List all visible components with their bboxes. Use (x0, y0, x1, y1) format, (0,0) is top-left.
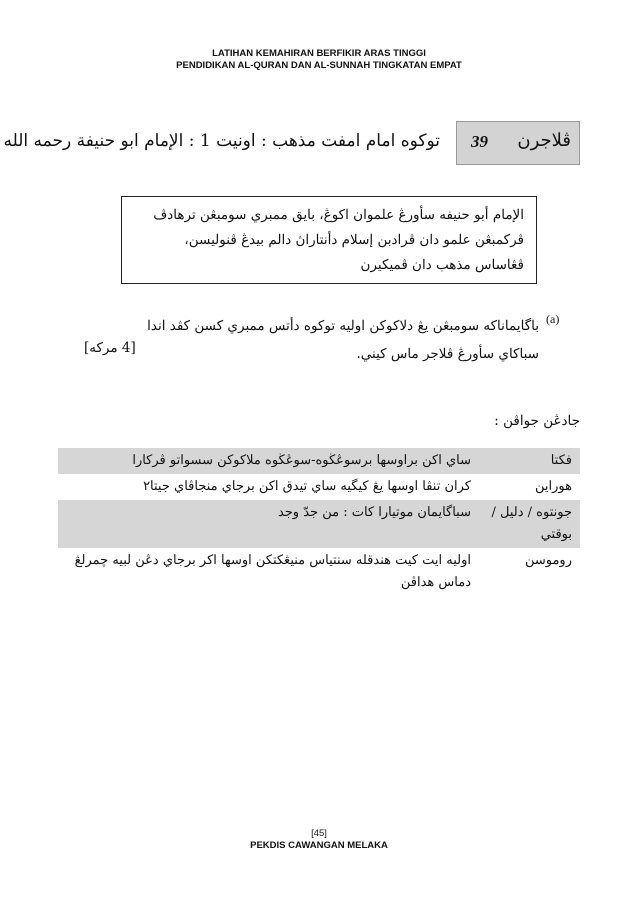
table-row (58, 448, 580, 474)
footer-org: PEKDIS CAWANGAN MELAKA (250, 840, 388, 851)
row-key: روموسن (524, 553, 572, 568)
intro-box: الإمام أبو حنيفه سأورڠ علموان اکوڠ، بايق ممبري سومبڠن ترهادڤ ڤرکمبڠن علمو دان ڤرادبن إسلام دأنتاراڽ دالم بيدڠ ڤنوليسن، ڤڠاساس مذهب دان ڤميکيرن (121, 196, 537, 284)
table-row (58, 474, 580, 500)
table-row (58, 548, 580, 596)
page-footer (0, 828, 638, 852)
answer-table (58, 448, 580, 596)
title-row (3, 121, 580, 165)
header-line-1: LATIHAN KEMAHIRAN BERFIKIR ARAS TINGGI (212, 48, 426, 59)
lesson-badge (456, 121, 580, 165)
row-value: سباگايمان موتيارا کات : من جدّ وجد (58, 500, 479, 548)
question-label: (a) (546, 312, 560, 326)
question (84, 312, 584, 372)
row-value: کران تنڤا اوسها يڠ کيگيه ساي تيدق اکن برجاي منجاڤاي جيتا٢ (143, 479, 471, 494)
row-value: ساي اکن براوسها برسوڠڬوه-سوڠڬوه ملاکوکن سسواتو ڤرکارا (58, 448, 479, 474)
row-key: هوراين (535, 479, 572, 494)
answer-label: جادڠن جواڤن : (494, 413, 580, 429)
row-key: جونتوه / دليل / بوقتي (479, 500, 580, 548)
table-row (58, 500, 580, 548)
page-header (0, 48, 638, 72)
question-marks: [4 مرکه] (84, 340, 136, 356)
page-number: [45] (311, 828, 327, 839)
row-key: فکتا (479, 448, 580, 474)
badge-word: ڤلاجرن (517, 130, 571, 151)
page-title: توکوه امام امفت مذهب : اونيت 1 : الإمام ابو حنيفة رحمه الله (3, 131, 440, 151)
badge-number: 39 (471, 132, 488, 151)
row-value: اوليه ايت کيت هندقله سنتياس منيڠکتکن اوسها اکر برجاي دڠن لبيه چمرلڠ دماس هداڤن (74, 553, 471, 590)
header-line-2: PENDIDIKAN AL-QURAN DAN AL-SUNNAH TINGKATAN EMPAT (176, 60, 462, 71)
question-text: باگايماناکه سومبڠن يڠ دلاکوکن اوليه توکوه دأتس ممبري کسن کڤد اندا سباکاي سأورڠ ڤلاجر ماس کيني. (147, 318, 539, 362)
